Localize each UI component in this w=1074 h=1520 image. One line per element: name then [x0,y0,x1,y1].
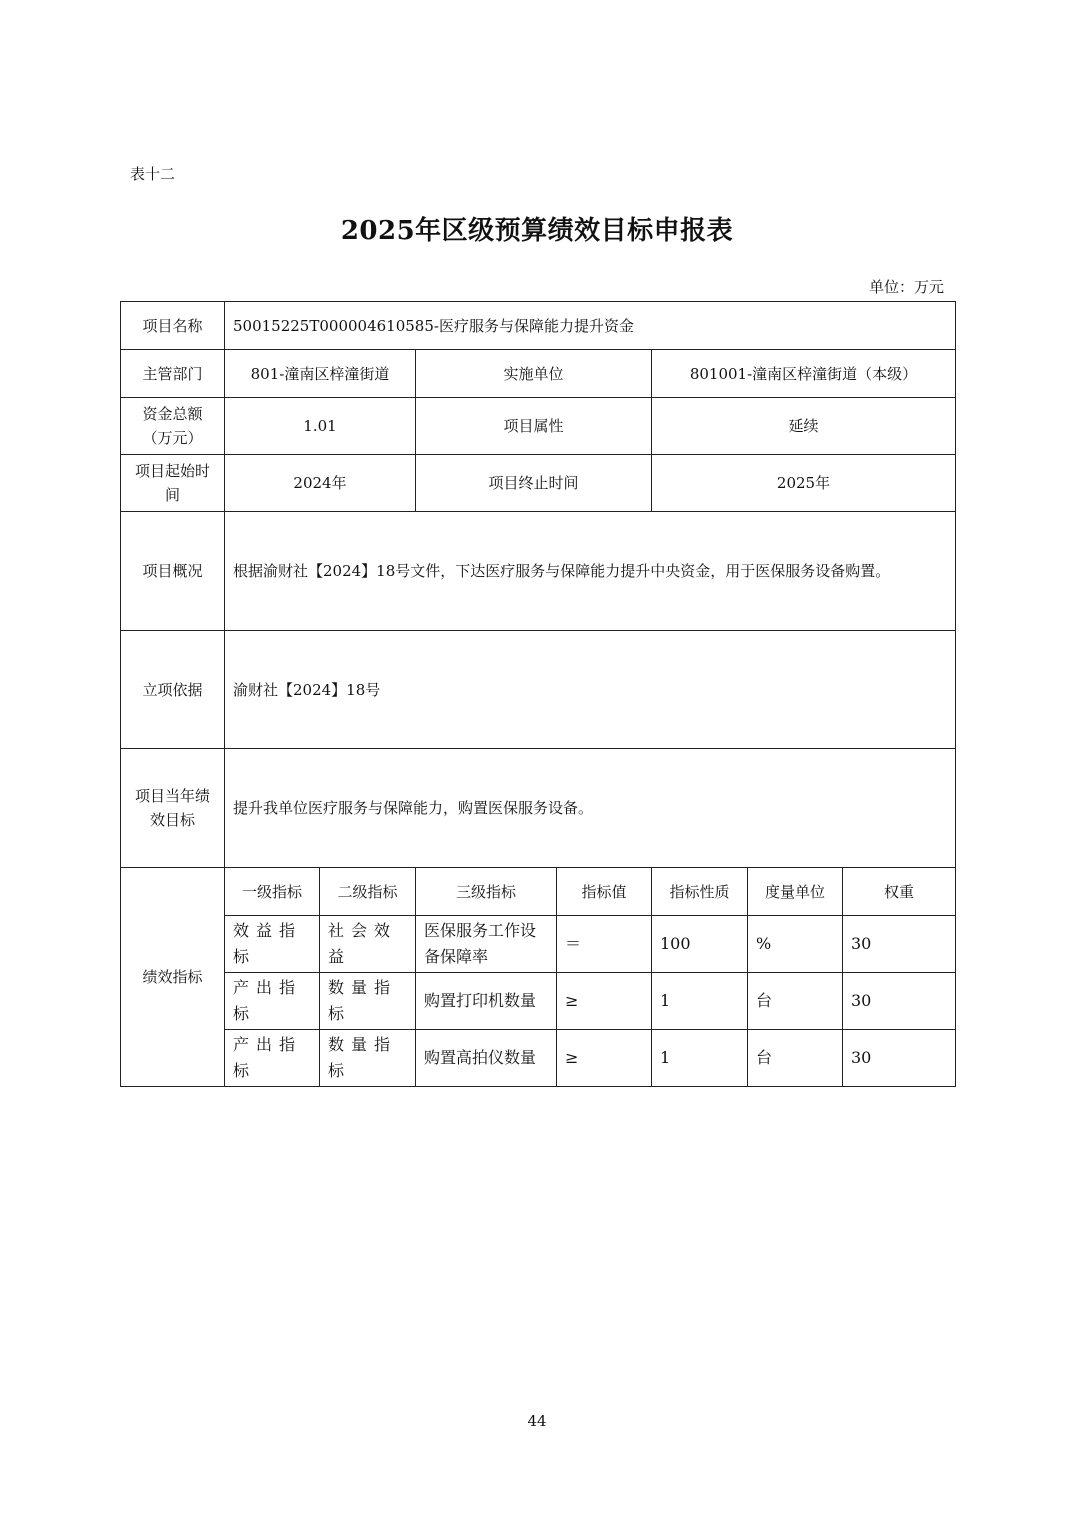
level2-cell: 社会效益 [320,916,416,973]
end-time-value: 2025年 [652,455,956,512]
nature-cell: 1 [652,1030,748,1087]
annual-goal-label: 项目当年绩效目标 [121,749,225,868]
header-nature: 指标性质 [652,868,748,916]
weight-cell: 30 [843,1030,956,1087]
project-attribute-label: 项目属性 [416,398,652,455]
level3-cell: 购置高拍仪数量 [416,1030,557,1087]
project-name-label: 项目名称 [121,302,225,350]
implementing-unit-label: 实施单位 [416,350,652,398]
table-label: 表十二 [130,165,176,183]
weight-cell: 30 [843,916,956,973]
weight-cell: 30 [843,973,956,1030]
level2-cell: 数量指标 [320,973,416,1030]
header-unit: 度量单位 [748,868,843,916]
table-row [121,973,956,1030]
header-weight: 权重 [843,868,956,916]
header-level3: 三级指标 [416,868,557,916]
start-time-label: 项目起始时间 [121,455,225,512]
value-cell: ＝ [557,916,652,973]
nature-cell: 100 [652,916,748,973]
nature-cell: 1 [652,973,748,1030]
overview-value: 根据渝财社【2024】18号文件，下达医疗服务与保障能力提升中央资金，用于医保服务设备购置。 [225,512,956,631]
overview-label: 项目概况 [121,512,225,631]
unit-cell: % [748,916,843,973]
total-funds-value: 1.01 [225,398,416,455]
unit-cell: 台 [748,973,843,1030]
header-level2: 二级指标 [320,868,416,916]
basis-value: 渝财社【2024】18号 [225,631,956,749]
basis-label: 立项依据 [121,631,225,749]
level1-cell: 产出指标 [225,1030,320,1087]
total-funds-label: 资金总额（万元） [121,398,225,455]
table-row [121,1030,956,1087]
level3-cell: 医保服务工作设备保障率 [416,916,557,973]
header-level1: 一级指标 [225,868,320,916]
department-value: 801-潼南区梓潼街道 [225,350,416,398]
value-cell: ≥ [557,1030,652,1087]
level3-cell: 购置打印机数量 [416,973,557,1030]
header-value: 指标值 [557,868,652,916]
end-time-label: 项目终止时间 [416,455,652,512]
page-title: 2025年区级预算绩效目标申报表 [340,216,734,246]
level1-cell: 产出指标 [225,973,320,1030]
level1-cell: 效益指标 [225,916,320,973]
performance-label: 绩效指标 [121,868,225,1087]
project-name-value: 50015225T000004610585-医疗服务与保障能力提升资金 [225,302,956,350]
start-time-value: 2024年 [225,455,416,512]
table-row [121,916,956,973]
unit-cell: 台 [748,1030,843,1087]
department-label: 主管部门 [121,350,225,398]
level2-cell: 数量指标 [320,1030,416,1087]
annual-goal-value: 提升我单位医疗服务与保障能力，购置医保服务设备。 [225,749,956,868]
implementing-unit-value: 801001-潼南区梓潼街道（本级） [652,350,956,398]
unit-label: 单位：万元 [868,278,944,296]
budget-performance-table [120,301,956,1087]
value-cell: ≥ [557,973,652,1030]
page-number: 44 [527,1412,547,1430]
project-attribute-value: 延续 [652,398,956,455]
